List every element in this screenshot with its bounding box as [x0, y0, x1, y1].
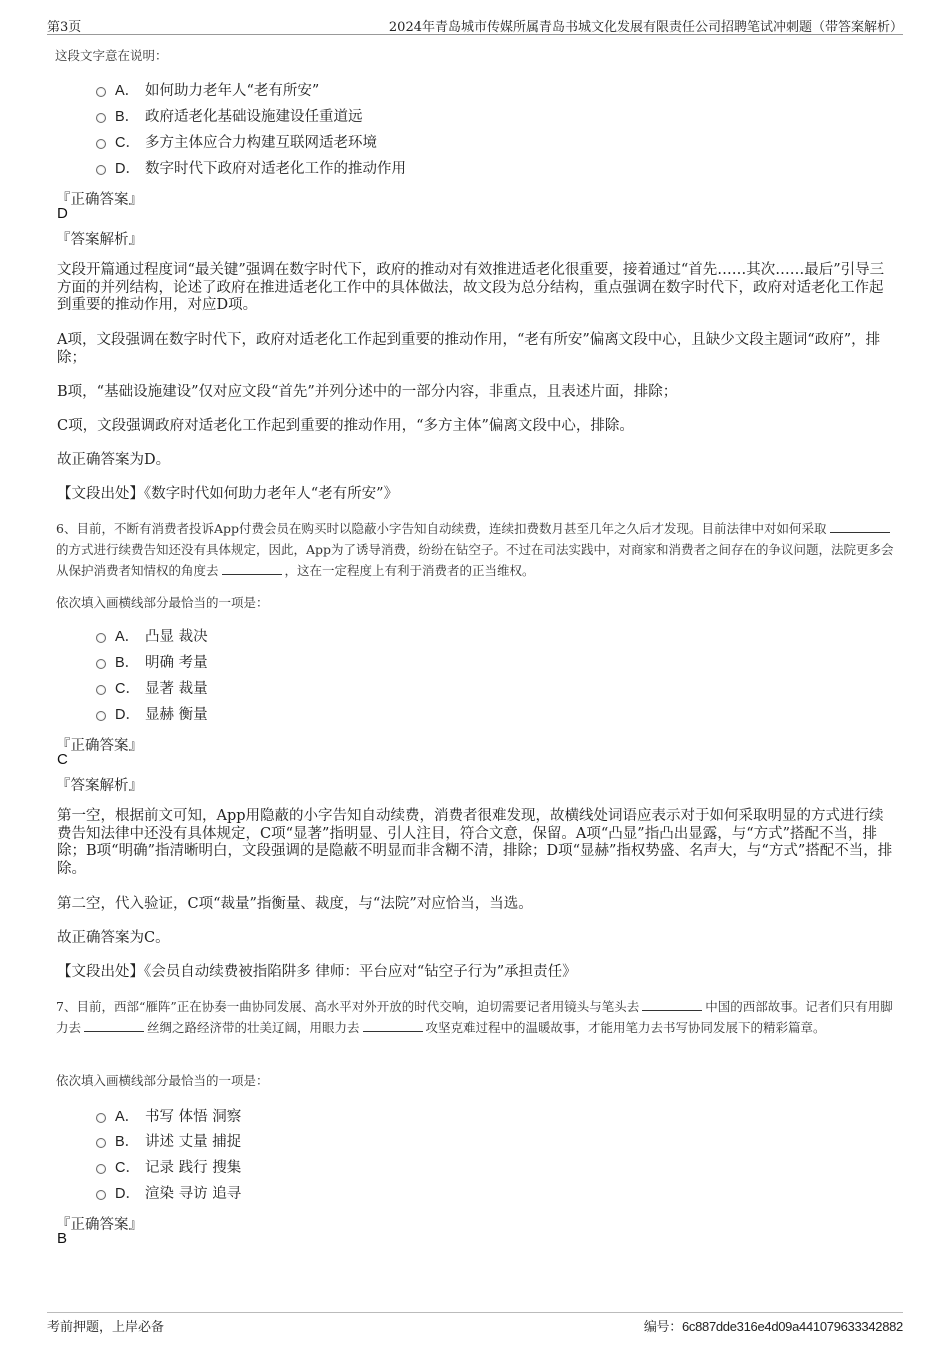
q5-option-d[interactable]: D． 数字时代下政府对适老化工作的推动作用	[96, 158, 406, 180]
radio-icon[interactable]	[96, 1164, 106, 1174]
q6-analysis-1: 第一空，根据前文可知，App用隐蔽的小字告知自动续费，消费者很难发现，故横线处词语应表示对于如何采取明显的方式进行续费告知法律中还没有具体规定，C项“显著”指明显、引人注目，符合文意，保留。A项“凸显”指凸出显露，与“方式”搭配不当，排除；B项“明确”指清晰明白，文段强调的是隐蔽不明显而非含糊不清，排除；D项“显赫”指权势盛、名声大，与“方式”搭配不当，排除。	[57, 808, 893, 877]
q7-option-a[interactable]: A． 书写 体悟 洞察	[96, 1106, 241, 1128]
q6-answer: C	[57, 751, 68, 768]
q7-answer-label: 『正确答案』	[56, 1217, 143, 1233]
q6-option-a[interactable]: A． 凸显 裁决	[96, 626, 208, 648]
q6-option-b[interactable]: B． 明确 考量	[96, 652, 208, 674]
radio-icon[interactable]	[96, 165, 106, 175]
fill-blank	[830, 520, 890, 533]
radio-icon[interactable]	[96, 711, 106, 721]
q6-analysis-3: 故正确答案为C。	[57, 930, 170, 946]
q5-analysis-5: 故正确答案为D。	[57, 452, 171, 468]
q6-answer-label: 『正确答案』	[56, 738, 143, 754]
q5-answer-label: 『正确答案』	[56, 192, 143, 208]
q7-prompt: 依次填入画横线部分最恰当的一项是：	[56, 1073, 269, 1088]
radio-icon[interactable]	[96, 659, 106, 669]
q6-analysis-label: 『答案解析』	[56, 778, 143, 794]
q5-prompt: 这段文字意在说明：	[55, 48, 168, 63]
radio-icon[interactable]	[96, 1113, 106, 1123]
fill-blank	[642, 998, 702, 1011]
q7-option-c[interactable]: C． 记录 践行 搜集	[96, 1157, 241, 1179]
q5-option-c[interactable]: C． 多方主体应合力构建互联网适老环境	[96, 132, 377, 154]
radio-icon[interactable]	[96, 113, 106, 123]
q7-answer: B	[57, 1230, 68, 1247]
page-header	[47, 14, 903, 35]
radio-icon[interactable]	[96, 633, 106, 643]
q6-source: 【文段出处】《会员自动续费被指陷阱多 律师：平台应对“钻空子行为”承担责任》	[57, 964, 577, 980]
radio-icon[interactable]	[96, 139, 106, 149]
fill-blank	[363, 1019, 423, 1032]
q5-answer: D	[57, 205, 68, 222]
q7-option-b[interactable]: B． 讲述 丈量 捕捉	[96, 1131, 241, 1153]
radio-icon[interactable]	[96, 685, 106, 695]
q6-option-c[interactable]: C． 显著 裁量	[96, 678, 208, 700]
q7-option-d[interactable]: D． 渲染 寻访 追寻	[96, 1183, 241, 1205]
radio-icon[interactable]	[96, 1138, 106, 1148]
q6-analysis-2: 第二空，代入验证，C项“裁量”指衡量、裁度，与“法院”对应恰当，当选。	[57, 896, 533, 912]
page-footer	[47, 1312, 903, 1335]
q5-source: 【文段出处】《数字时代如何助力老年人“老有所安”》	[57, 486, 399, 502]
fill-blank	[222, 562, 282, 575]
page-number: 第3页	[47, 20, 82, 35]
footer-slogan: 考前押题，上岸必备	[47, 1320, 165, 1335]
radio-icon[interactable]	[96, 87, 106, 97]
radio-icon[interactable]	[96, 1190, 106, 1200]
fill-blank	[84, 1019, 144, 1032]
q6-stem: 6、目前，不断有消费者投诉App付费会员在购买时以隐蔽小字告知自动续费，连续扣费数月甚至几年之久后才发现。目前法律中对如何采取的方式进行续费告知还没有具体规定，因此，App为了诱导消费，纷纷在钻空子。不过在司法实践中，对商家和消费者之间存在的争议问题，法院更多会从保护消费者知情权的角度去 ，这在一定程度上有利于消费者的正当维权。	[56, 521, 894, 578]
q5-option-a[interactable]: A． 如何助力老年人“老有所安”	[96, 80, 319, 102]
q5-analysis-3: B项，“基础设施建设”仅对应文段“首先”并列分述中的一部分内容，非重点，且表述片面，排除；	[57, 384, 678, 400]
q6-prompt: 依次填入画横线部分最恰当的一项是：	[56, 595, 269, 610]
q5-option-b[interactable]: B． 政府适老化基础设施建设任重道远	[96, 106, 363, 128]
q7-stem: 7、目前，西部“雁阵”正在协奏一曲协同发展、高水平对外开放的时代交响，迫切需要记者用镜头与笔头去 中国的西部故事。记者们只有用脚力去 丝绸之路经济带的壮美辽阔，用眼力去 攻坚克难过程中的温暖故事，才能用笔力去书写协同发展下的精彩篇章。	[56, 999, 893, 1035]
document-id: 编号：6c887dde316e4d09a441079633342882	[643, 1319, 903, 1334]
q5-analysis-4: C项，文段强调政府对适老化工作起到重要的推动作用，“多方主体”偏离文段中心，排除。	[57, 418, 634, 434]
q6-option-d[interactable]: D． 显赫 衡量	[96, 704, 208, 726]
document-title: 2024年青岛城市传媒所属青岛书城文化发展有限责任公司招聘笔试冲刺题（带答案解析）	[388, 20, 903, 35]
q5-analysis-label: 『答案解析』	[56, 232, 143, 248]
q5-analysis-1: 文段开篇通过程度词“最关键”强调在数字时代下，政府的推动对有效推进适老化很重要，接着通过“首先……其次……最后”引导三方面的并列结构，论述了政府在推进适老化工作中的具体做法，故文段为总分结构，重点强调在数字时代下，政府对适老化工作起到重要的推动作用，对应D项。	[57, 262, 885, 313]
q5-analysis-2: A项，文段强调在数字时代下，政府对适老化工作起到重要的推动作用，“老有所安”偏离文段中心，且缺少文段主题词“政府”，排除；	[57, 332, 881, 366]
